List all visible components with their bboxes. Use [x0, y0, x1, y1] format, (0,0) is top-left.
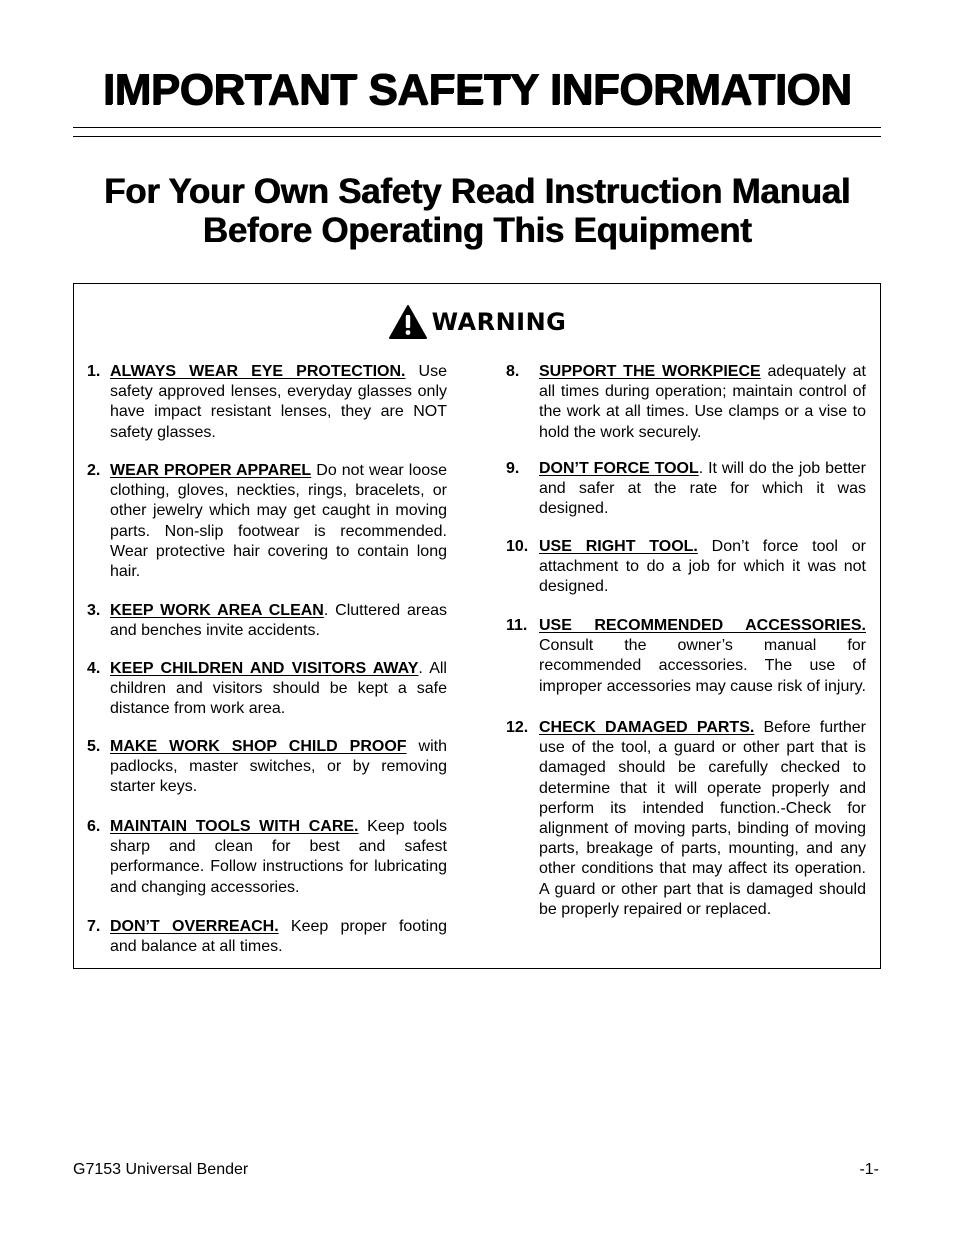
- title-rule-bottom: [73, 136, 881, 137]
- item-heading: DON’T FORCE TOOL: [539, 460, 699, 477]
- item-text: with padlocks, master switches, or by removing starter keys.: [110, 738, 448, 796]
- item-heading: MAINTAIN TOOLS WITH CARE.: [110, 818, 359, 835]
- warning-triangle-icon: [388, 304, 428, 340]
- item-heading: WEAR PROPER APPAREL: [110, 462, 312, 479]
- subtitle-line-1: For Your Own Safety Read Instruction Manual: [103, 172, 851, 211]
- title-rule-top: [73, 127, 881, 128]
- item-text: adequately at all times during operation; maintain control of the work at all times. Use clamps or a vise to hold the work securely.: [539, 363, 866, 441]
- item-text: . Cluttered areas and benches invite accidents.: [110, 602, 447, 640]
- footer-model: G7153 Universal Bender: [73, 1161, 249, 1178]
- safety-subtitle: [73, 172, 881, 250]
- warning-item: [87, 737, 447, 798]
- item-text: Consult the owner’s manual for recommended accessories. The use of improper accessories may cause risk of injury.: [539, 637, 866, 695]
- warning-item: [87, 601, 447, 641]
- item-heading: USE RIGHT TOOL.: [539, 538, 698, 555]
- item-number: 6.: [87, 818, 101, 835]
- warning-item: [87, 461, 447, 582]
- subtitle-line-2: Before Operating This Equipment: [202, 211, 752, 250]
- warning-item: [87, 917, 447, 957]
- page-title: IMPORTANT SAFETY INFORMATION: [102, 65, 852, 114]
- item-number: 7.: [87, 918, 101, 935]
- warning-label: WARNING: [431, 308, 567, 336]
- item-text: Don’t force tool or attachment to do a job for which it was not designed.: [539, 538, 866, 596]
- item-heading: MAKE WORK SHOP CHILD PROOF: [110, 738, 407, 755]
- item-text: Before further use of the tool, a guard or other part that is damaged should be carefully checked to determine that it will operate properly and perform its intended function.-Check for alignment of moving parts, binding of moving parts, breakage of parts, mounting, and any other conditions that may affect its operation. A guard or other part that is damaged should be properly repaired or replaced.: [539, 719, 866, 918]
- item-number: 4.: [87, 660, 101, 677]
- item-number: 11.: [506, 617, 528, 634]
- warning-item: [506, 362, 866, 443]
- item-number: 8.: [506, 363, 520, 380]
- item-heading: DON’T OVERREACH.: [110, 918, 279, 935]
- item-heading: SUPPORT THE WORKPIECE: [539, 363, 761, 380]
- footer-page-number: -1-: [859, 1161, 879, 1178]
- item-number: 9.: [506, 460, 520, 477]
- item-heading: KEEP CHILDREN AND VISITORS AWAY: [110, 660, 419, 677]
- item-text: . All children and visitors should be kept a safe distance from work area.: [110, 660, 447, 718]
- item-number: 3.: [87, 602, 101, 619]
- warning-item: [87, 659, 447, 720]
- item-number: 10.: [506, 538, 529, 555]
- item-number: 1.: [87, 363, 101, 380]
- item-heading: ALWAYS WEAR EYE PROTECTION.: [110, 363, 406, 380]
- item-number: 12.: [506, 719, 529, 736]
- warning-header: [74, 302, 880, 342]
- warning-item: [506, 718, 866, 920]
- item-text: . It will do the job better and safer at the rate for which it was designed.: [539, 460, 867, 518]
- item-number: 2.: [87, 462, 101, 479]
- item-number: 5.: [87, 738, 101, 755]
- warning-item: [506, 537, 866, 598]
- item-heading: CHECK DAMAGED PARTS.: [539, 719, 755, 736]
- item-text: Keep proper footing and balance at all times.: [110, 918, 447, 956]
- warning-item: [87, 817, 447, 898]
- item-heading: KEEP WORK AREA CLEAN: [110, 602, 324, 619]
- warning-item: [506, 616, 866, 697]
- warning-item: [506, 459, 866, 520]
- warning-item: [87, 362, 447, 443]
- item-text: Do not wear loose clothing, gloves, neckties, rings, bracelets, or other jewelry which may get caught in moving parts. Non-slip footwear is recommended. Wear protective hair covering to contain long hair.: [110, 462, 448, 581]
- item-text: Use safety approved lenses, everyday glasses only have impact resistant lenses, they are NOT safety glasses.: [110, 363, 447, 441]
- item-text: Keep tools sharp and clean for best and safest performance. Follow instructions for lubricating and changing accessories.: [110, 818, 447, 896]
- item-heading: USE RECOMMENDED ACCESSORIES.: [539, 617, 866, 634]
